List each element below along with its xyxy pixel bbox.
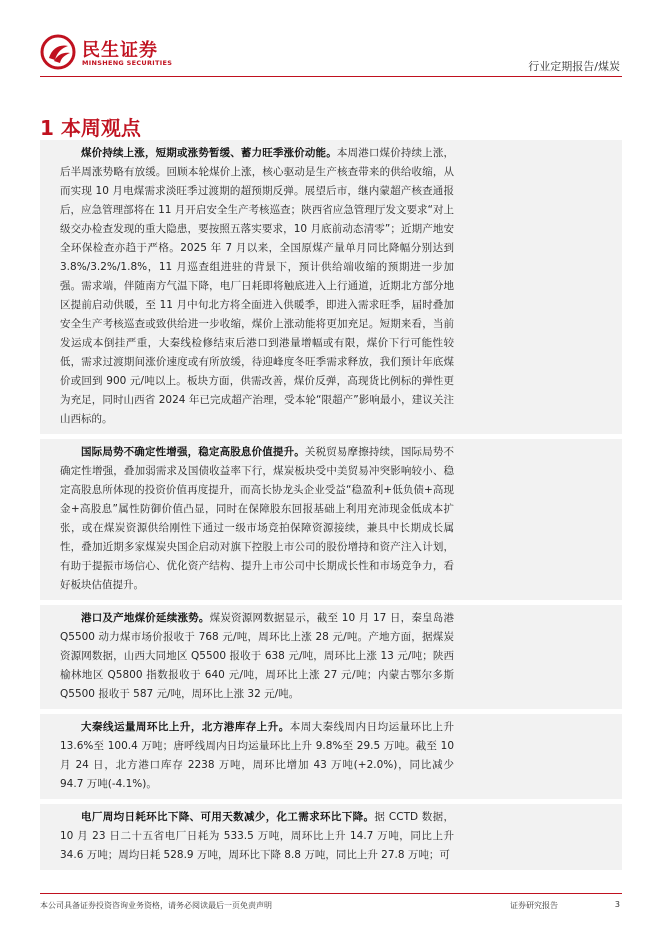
company-logo — [40, 34, 190, 74]
logo-chinese-name: 民生证券 — [82, 40, 158, 61]
paragraph-block-transport — [40, 714, 622, 799]
paragraph-body: 本周大秦线周内日均运量环比上升 13.6%至 100.4 万吨；唐呼线周内日均运量环比上升 9.8%至 29.5 万吨。截至 10 月 24 日，北方港口库存 2238 万吨，周环比增加 43 万吨(+2.0%)，同比减少 94.7 万吨(-4.1%)。 — [60, 721, 455, 790]
footer-disclaimer: 本公司具备证券投资咨询业务资格，请务必阅读最后一页免责声明 — [40, 901, 272, 910]
paragraph-body: 煤炭资源网数据显示，截至 10 月 17 日，秦皇岛港 Q5500 动力煤市场价报收于 768 元/吨，周环比上涨 28 元/吨。产地方面，据煤炭资源网数据，山西大同地区 Q5500 报收于 638 元/吨，周环比上涨 13 元/吨；陕西榆林地区 Q5800 指数报收于 640 元/吨，周环比上涨 27 元/吨；内蒙古鄂尔多斯 Q5500 报收于 587 元/吨，周环比上涨 32 元/吨。 — [60, 612, 454, 700]
paragraph-block-coal-price — [40, 140, 622, 434]
report-type-label: 行业定期报告/煤炭 — [528, 60, 620, 73]
footer-divider — [40, 893, 622, 894]
header-divider — [40, 76, 622, 77]
paragraph-body: 据 CCTD 数据，10 月 23 日二十五省电厂日耗为 533.5 万吨，周环比上升 14.7 万吨，同比上升 34.6 万吨；周均日耗 528.9 万吨，周环比下降 8.8 万吨，同比上升 27.8 万吨；可 — [60, 811, 455, 861]
section-title: 1 本周观点 — [40, 116, 141, 140]
main-content — [40, 140, 622, 875]
paragraph-block-power-demand — [40, 804, 622, 870]
paragraph-lead: 电厂周均日耗环比下降、可用天数减少，化工需求环比下降。 — [81, 811, 375, 823]
paragraph-lead: 大秦线运量周环比上升，北方港库存上升。 — [81, 721, 290, 733]
paragraph-body: 本周港口煤价持续上涨，后半周涨势略有放缓。回顾本轮煤价上涨，核心驱动是生产核查带来的供给收缩，从而实现 10 月电煤需求淡旺季过渡期的超预期反弹。展望后市，继内蒙超产核查通报后，应急管理部将在 11 月开启安全生产考核巡查；陕西省应急管理厅发文要求“对上级交办检查发现的重大隐患，要按照五落实要求，10 月底前动态清零”；近期产地安全环保检查亦趋于严格。2025 年 7 月以来，全国原煤产量单月同比降幅分别达到 3.8%/3.2%/1.8%，11 月巡查组进驻的背景下，预计供给端收缩的预期进一步加强。需求端，伴随南方气温下降，电厂日耗即将触底进入上行通道，近期北方部分地区提前启动供暖，至 11 月中旬北方将全面进入供暖季，即进入需求旺季，届时叠加安全生产考核巡查或致供给进一步收缩，煤价上涨动能将更加充足。短期来看，当前发运成本倒挂严重，大秦线检修结束后港口到港量增幅或有限，煤价下行可能性较低，需求过渡期间涨价速度或有所放缓，待迎峰度冬旺季需求释放，我们预计年底煤价或回到 900 元/吨以上。板块方面，供需改善，煤价反弹，高现货比例标的弹性更为充足，同时山西省 2024 年已完成超产治理，受本轮“限超产”影响最小，建议关注山西标的。 — [60, 147, 455, 425]
paragraph — [60, 718, 454, 794]
paragraph-lead: 煤价持续上涨，短期或涨势暂缓、蓄力旺季涨价动能。 — [81, 147, 337, 159]
logo-english-name: MINSHENG SECURITIES — [82, 59, 173, 67]
page-header — [0, 0, 662, 80]
paragraph — [60, 609, 454, 704]
paragraph-block-port-price — [40, 605, 622, 709]
paragraph-lead: 港口及产地煤价延续涨势。 — [81, 612, 210, 624]
paragraph — [60, 144, 454, 429]
paragraph — [60, 808, 454, 865]
paragraph-body: 关税贸易摩擦持续，国际局势不确定性增强，叠加弱需求及国债收益率下行，煤炭板块受中美贸易冲突影响较小、稳定高股息所体现的投资价值再度提升，而高长协龙头企业受益“稳盈利+低负债+高现金+高股息”属性防御价值凸显，同时在保障股东回报基础上利用充沛现金低成本扩张，或在煤炭资源供给刚性下通过一级市场竞拍保障资源接续，兼具中长期成长属性，叠加近期多家煤炭央国企启动对旗下控股上市公司的股份增持和资产注入计划，有助于提振市场信心、优化资产结构、提升上市公司中长期成长性和市场竞争力，看好板块估值提升。 — [60, 446, 455, 591]
minsheng-logo-icon — [40, 34, 76, 70]
footer-report-label: 证券研究报告 — [510, 901, 558, 910]
paragraph — [60, 443, 454, 595]
paragraph-block-dividend — [40, 439, 622, 600]
page-number: 3 — [614, 900, 620, 909]
paragraph-lead: 国际局势不确定性增强，稳定高股息价值提升。 — [81, 446, 305, 458]
